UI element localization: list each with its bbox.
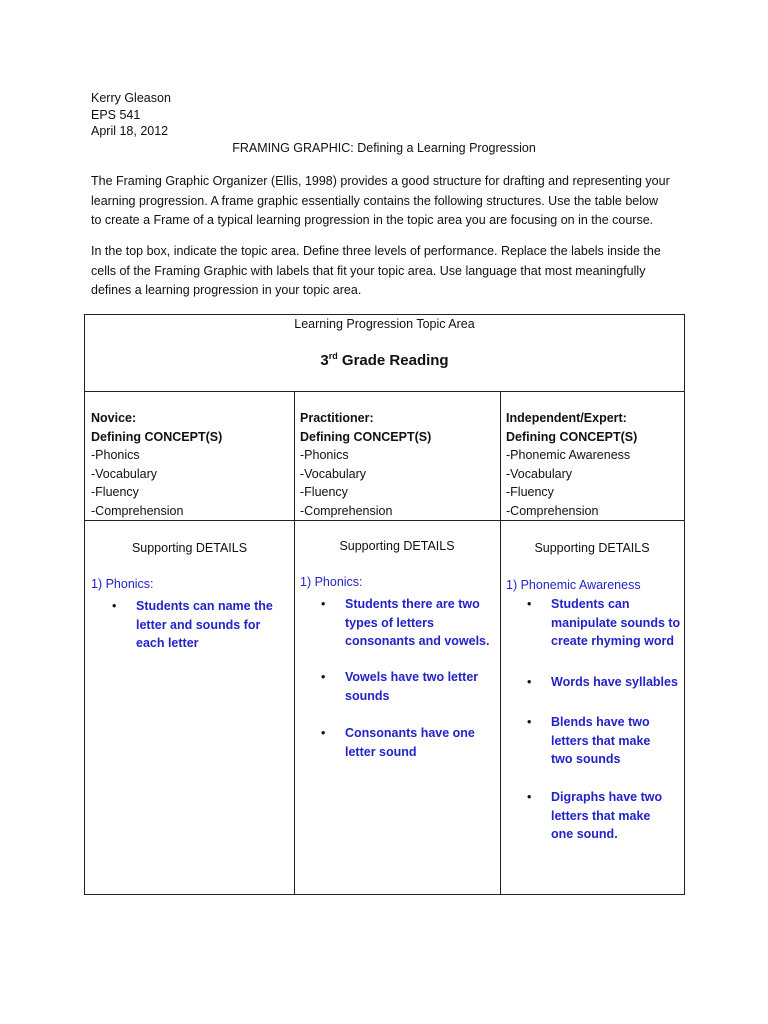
bullet-line: Digraphs have two (551, 790, 663, 804)
bullet-line: Words have syllables (551, 675, 678, 689)
concept-item: -Fluency (506, 485, 554, 499)
author-name: Kerry Gleason (91, 91, 171, 105)
framing-graphic-table (84, 314, 685, 895)
paragraph-line: In the top box, indicate the topic area. Define three levels of performance. Replace the labels inside the (91, 244, 661, 258)
bullet-line: each letter (136, 636, 199, 650)
level-title: Practitioner: (300, 411, 374, 425)
bullet-line: sounds (345, 688, 390, 703)
bullet-line: types of letters (345, 615, 434, 630)
document-header (91, 90, 171, 140)
bullet-line: consonants and vowels. (345, 634, 490, 648)
concept-item: -Comprehension (506, 503, 599, 518)
bullet-line: letter sound (345, 744, 417, 759)
paragraph-line: cells of the Framing Graphic with labels that fit your topic area. Use language that most meaningfully (91, 263, 646, 278)
bullet-dot: • (527, 715, 532, 729)
topic-area-label: Learning Progression Topic Area (294, 317, 475, 331)
supporting-details-heading: Supporting DETAILS (534, 541, 650, 555)
bullet-dot: • (112, 599, 117, 613)
instructions-paragraph (91, 242, 691, 301)
bullet-line: create rhyming word (551, 634, 674, 648)
detail-title: 1) Phonics: (91, 577, 154, 591)
level-title: Novice: (91, 411, 137, 425)
defining-concepts-label: Defining CONCEPT(S) (91, 429, 223, 444)
topic-grade-number: 3 (320, 352, 329, 369)
level-title: Independent/Expert: (506, 411, 627, 425)
topic-subject: Grade Reading (337, 352, 449, 369)
bullet-dot: • (527, 597, 532, 611)
paragraph-line: defines a learning progression in your topic area. (91, 283, 362, 297)
concept-item: -Fluency (91, 485, 139, 499)
concept-item: -Vocabulary (91, 466, 158, 481)
bullet-line: Students can name the (136, 599, 273, 613)
bullet-line: Blends have two (551, 715, 650, 729)
detail-title: 1) Phonemic Awareness (506, 578, 641, 592)
topic-area-value (85, 351, 684, 369)
level-cell (500, 391, 684, 521)
level-cell (85, 391, 294, 521)
bullet-dot: • (321, 670, 326, 684)
bullet-line: Students can (551, 597, 630, 611)
practitioner-column (294, 391, 501, 894)
intro-paragraph (91, 172, 691, 231)
bullet-dot: • (527, 790, 532, 804)
bullet-line: two sounds (551, 752, 621, 766)
level-cell (294, 391, 500, 521)
document-title: FRAMING GRAPHIC: Defining a Learning Progression (232, 141, 536, 155)
concept-item: -Vocabulary (506, 466, 573, 481)
topic-area-box (85, 315, 684, 392)
bullet-line: Vowels have two letter (345, 670, 479, 684)
bullet-line: manipulate sounds to (551, 615, 681, 630)
bullet-line: one sound. (551, 827, 618, 841)
bullet-line: letter and sounds for (136, 617, 261, 632)
defining-concepts-label: Defining CONCEPT(S) (300, 429, 432, 444)
supporting-details-heading: Supporting DETAILS (339, 539, 455, 553)
bullet-line: letters that make (551, 733, 651, 748)
concept-item: -Phonemic Awareness (506, 448, 631, 462)
concept-item: -Phonics (91, 448, 140, 462)
supporting-details-heading: Supporting DETAILS (131, 541, 248, 555)
concept-item: -Fluency (300, 485, 348, 499)
detail-title: 1) Phonics: (300, 575, 363, 589)
concept-item: -Vocabulary (300, 466, 367, 481)
concept-item: -Comprehension (300, 503, 393, 518)
paragraph-line: The Framing Graphic Organizer (Ellis, 1998) provides a good structure for drafting and representing your (91, 174, 670, 188)
bullet-line: Consonants have one (345, 726, 475, 740)
bullet-line: letters that make (551, 808, 651, 823)
defining-concepts-label: Defining CONCEPT(S) (506, 429, 638, 444)
topic-grade-suffix: rd (328, 351, 338, 361)
bullet-dot: • (527, 675, 532, 689)
expert-column (500, 391, 684, 894)
concept-item: -Comprehension (91, 503, 184, 518)
novice-column (85, 391, 295, 894)
bullet-line: Students there are two (345, 597, 480, 611)
paragraph-line: to create a Frame of a typical learning progression in the topic area you are focusing on in the course. (91, 213, 654, 227)
bullet-dot: • (321, 726, 326, 740)
document-date: April 18, 2012 (91, 124, 169, 138)
course-code: EPS 541 (91, 107, 141, 122)
concept-item: -Phonics (300, 448, 349, 462)
paragraph-line: learning progression. A frame graphic essentially contains the following structures. Use the table below (91, 193, 658, 208)
bullet-dot: • (321, 597, 326, 611)
